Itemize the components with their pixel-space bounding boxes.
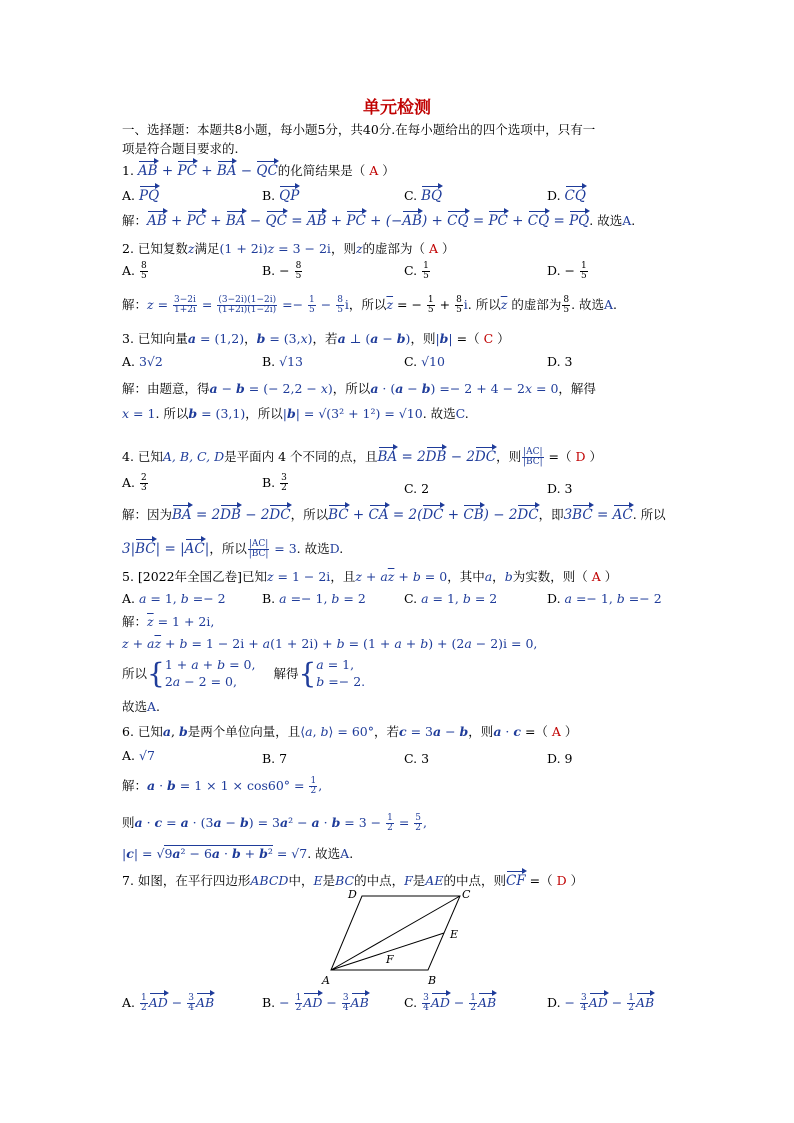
segment-ac xyxy=(331,896,460,970)
label-b: B xyxy=(428,974,437,987)
q3-solution-line2: x = 1. 所以b = (3,1)，所以|b| = √(3² + 1²) = √10. 故选C. xyxy=(122,406,469,421)
q3-answer: C xyxy=(483,331,494,346)
q3-stem: 3. 已知向量a = (1,2)，b = (3,x)，若a ⊥ (a − b)，则|b| =（ C ） xyxy=(122,331,510,346)
q5-solution-line1: 解：$\overline{z} = 1 + 2i$, xyxy=(122,614,215,629)
q5-answer: A xyxy=(591,569,601,584)
q3-option-c: C. √10 xyxy=(404,354,445,369)
q6-option-d: D. 9 xyxy=(547,751,573,766)
q2-stem: 2. 已知复数z满足(1 + 2i)z = 3 − 2i，则z的虚部为（ A ） xyxy=(122,241,455,256)
q7-answer: D xyxy=(556,873,567,888)
q4-option-a: A. $\frac{2}{3}$ xyxy=(122,473,147,493)
q2-solution: 解：z = $\frac{3-2i}{1+2i}$ = $\frac{(3-2i)(1-2i)}{(1+2i)(1-2i)}$ =− $\frac{1}{5}$ − $\frac{8}{5}$ i，所以$\overline{z}$ = − $\frac{1}{5}$ + $\frac{8}{5}$ i. 所以$\overline{z}$ 的虚部为 $\frac{8}{5}$ . 故选A. xyxy=(122,295,618,315)
q5-option-d: D. a =− 1, b =− 2 xyxy=(547,591,662,606)
q3-option-b: B. √13 xyxy=(262,354,304,369)
q1-option-a: A. PQ xyxy=(122,188,160,204)
q2-option-a: A. $\frac{8}{5}$ xyxy=(122,261,147,281)
label-d: D xyxy=(348,888,357,901)
section-intro-line2: 项是符合题目要求的. xyxy=(122,141,239,156)
q4-option-c: C. 2 xyxy=(404,481,430,496)
q1-answer: A xyxy=(369,163,379,178)
q1-stem: 1. AB + PC + BA − QC的化简结果是（ A ） xyxy=(122,163,395,179)
q1-option-c: C. BQ xyxy=(404,188,443,204)
q7-option-a: A. $\frac{1}{2}$ AD − $\frac{3}{4}$ AB xyxy=(122,993,215,1013)
q6-answer: A xyxy=(551,724,561,739)
q4-stem: 4. 已知A, B, C, D是平面内 4 个不同的点，且BA = 2DB − 2DC，则 $\frac{|AC|}{|BC|}$ =（ D ） xyxy=(122,447,602,467)
q3-option-a: A. 3√2 xyxy=(122,354,163,369)
q7-stem: 7. 如图，在平行四边形ABCD中，E是BC的中点，F是AE的中点，则CF =（ D ） xyxy=(122,873,584,889)
q7-option-d: D. − $\frac{3}{4}$ AD − $\frac{1}{2}$ AB xyxy=(547,993,655,1013)
q5-solution-line2: $z + a\overline{z} + b = 1 - 2i + a(1 + 2i) + b = (1 + a + b) + (2a - 2)i = 0$, xyxy=(122,636,538,651)
q4-option-d: D. 3 xyxy=(547,481,573,496)
q3-solution-line1: 解：由题意，得a − b = (− 2,2 − x)，所以a · (a − b) =− 2 + 4 − 2x = 0，解得 xyxy=(122,381,596,396)
q5-option-b: B. a =− 1, b = 2 xyxy=(262,591,366,606)
q3-option-d: D. 3 xyxy=(547,354,573,369)
q6-option-a: A. √7 xyxy=(122,748,155,763)
q2-answer: A xyxy=(429,241,439,256)
q7-option-b: B. − $\frac{1}{2}$ AD − $\frac{3}{4}$ AB xyxy=(262,993,369,1013)
q6-solution-line2: 则a · c = a · (3a − b) = 3a² − a · b = 3 − $\frac{1}{2}$ = $\frac{5}{2}$ , xyxy=(122,813,427,833)
q4-option-b: B. $\frac{3}{2}$ xyxy=(262,473,287,493)
page-title: 单元检测 xyxy=(363,98,431,118)
label-a: A xyxy=(322,974,330,987)
label-f: F xyxy=(386,953,394,966)
q6-option-b: B. 7 xyxy=(262,751,288,766)
section-intro-line1: 一、选择题：本题共8小题，每小题5分，共40分.在每小题给出的四个选项中，只有一 xyxy=(122,122,596,137)
q1-option-d: D. CQ xyxy=(547,188,586,204)
q2-option-b: B. − $\frac{8}{5}$ xyxy=(262,261,302,281)
q1-option-b: B. QP xyxy=(262,188,300,204)
q4-solution-line1: 解：因为BA = 2DB − 2DC，所以BC + CA = 2(DC + CB) − 2DC，即3BC = AC. 所以 xyxy=(122,507,666,523)
q1-solution: 解：AB + PC + BA − QC = AB + PC + (−AB) + CQ = PC + CQ = PQ. 故选A. xyxy=(122,213,636,229)
q5-stem: 5. [2022年全国乙卷]已知z = 1 − 2i，且$z + a\overline{z} + b = 0$，其中a，b为实数，则（ A ） xyxy=(122,569,618,584)
q4-solution-line2: 3|BC| = |AC|，所以 $\frac{|AC|}{|BC|}$ = 3. 故选D. xyxy=(122,539,344,559)
q4-answer: D xyxy=(575,449,586,464)
q5-solution-line4: 故选A. xyxy=(122,699,161,714)
q2-option-d: D. − $\frac{1}{5}$ xyxy=(547,261,587,281)
q2-option-c: C. $\frac{1}{5}$ xyxy=(404,261,429,281)
q6-option-c: C. 3 xyxy=(404,751,430,766)
q5-option-c: C. a = 1, b = 2 xyxy=(404,591,498,606)
q6-solution-line1: 解：a · b = 1 × 1 × cos60° = $\frac{1}{2}$ , xyxy=(122,776,323,796)
q7-option-c: C. $\frac{3}{4}$ AD − $\frac{1}{2}$ AB xyxy=(404,993,497,1013)
q6-stem: 6. 已知a, b是两个单位向量，且⟨a, b⟩ = 60°，若c = 3a − b，则a · c =（ A ） xyxy=(122,724,578,739)
q6-solution-line3: |c| = √9a² − 6a · b + b² = √7. 故选A. xyxy=(122,846,354,861)
q5-option-a: A. a = 1, b =− 2 xyxy=(122,591,226,606)
q5-solution-line3: 所以{1 + a + b = 0, 2a − 2 = 0, 解得{a = 1, b =− 2. xyxy=(122,656,366,690)
label-c: C xyxy=(462,888,471,901)
label-e: E xyxy=(450,928,459,941)
